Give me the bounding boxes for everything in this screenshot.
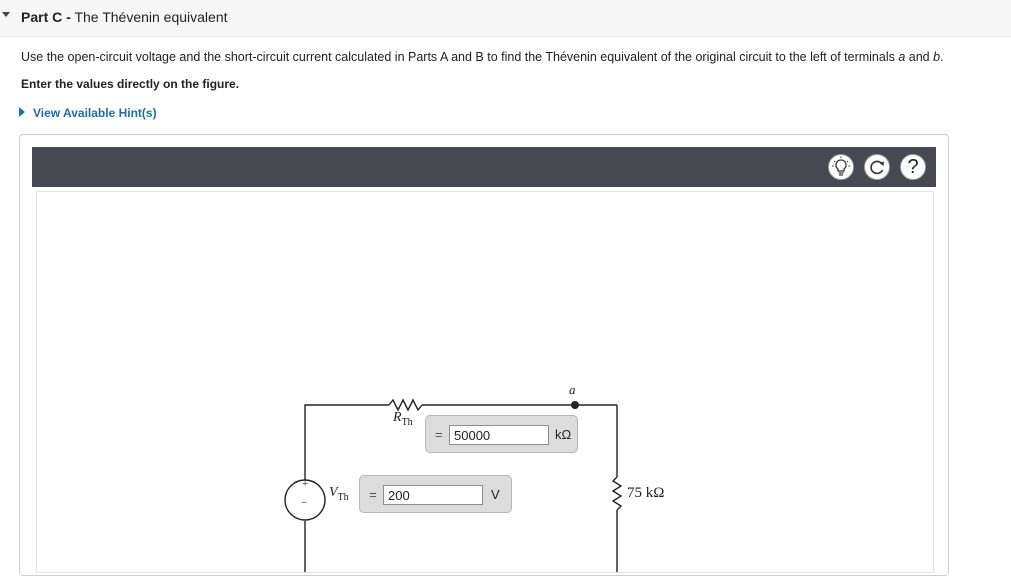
terminal-a-label: a bbox=[569, 382, 576, 397]
load-resistor-label: 75 kΩ bbox=[627, 485, 665, 501]
part-title bbox=[21, 9, 228, 25]
circuit-diagram bbox=[37, 192, 933, 572]
view-hints-link[interactable] bbox=[19, 106, 157, 120]
vth-unit: V bbox=[491, 487, 500, 502]
collapse-arrow-icon[interactable] bbox=[2, 12, 10, 17]
vth-input[interactable] bbox=[383, 485, 483, 505]
help-button[interactable] bbox=[900, 154, 926, 180]
hint-expand-icon bbox=[19, 107, 25, 117]
part-header[interactable] bbox=[0, 0, 1011, 37]
enter-values-instruction: Enter the values directly on the figure. bbox=[21, 77, 240, 91]
instructions-text: Use the open-circuit voltage and the short-circuit current calculated in Parts A and B to find the Thévenin equivalent of the original circuit to the left of terminals a and b. bbox=[21, 50, 944, 64]
source-minus-sign: − bbox=[301, 497, 308, 509]
vth-equals: = bbox=[369, 487, 377, 502]
vth-answer-box bbox=[359, 475, 512, 513]
load-resistor-icon bbox=[613, 477, 621, 510]
rth-input[interactable] bbox=[449, 425, 549, 445]
view-hints-label: View Available Hint(s) bbox=[33, 106, 157, 120]
part-label: Part C - bbox=[21, 9, 71, 25]
tool-toolbar bbox=[32, 147, 936, 187]
question-icon: ? bbox=[907, 156, 919, 178]
drawing-tool-frame bbox=[19, 134, 949, 576]
reset-icon[interactable] bbox=[864, 154, 890, 180]
vth-symbol: $V_{Th}$ bbox=[329, 485, 349, 503]
source-plus-sign: + bbox=[302, 478, 309, 490]
lightbulb-icon[interactable] bbox=[828, 154, 854, 180]
rth-symbol: $R_{Th}$ bbox=[393, 410, 413, 428]
rth-equals: = bbox=[435, 427, 443, 442]
part-title-text: The Thévenin equivalent bbox=[74, 9, 228, 25]
circuit-canvas[interactable] bbox=[36, 191, 934, 573]
rth-answer-box bbox=[425, 415, 578, 453]
terminal-a-dot bbox=[571, 401, 579, 409]
rth-resistor-icon bbox=[389, 400, 422, 410]
rth-unit: kΩ bbox=[555, 427, 572, 442]
